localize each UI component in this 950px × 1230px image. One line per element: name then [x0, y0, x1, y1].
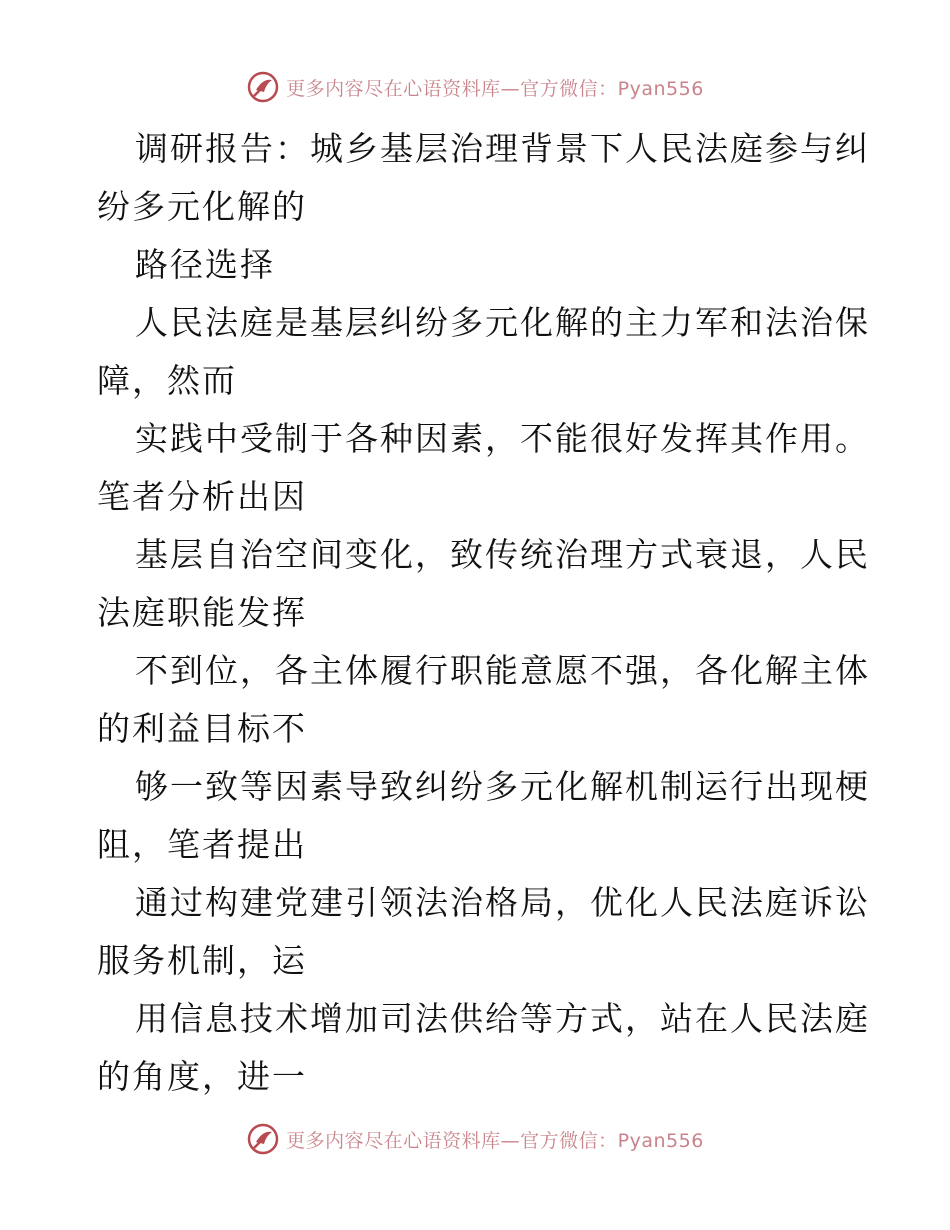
text-line: 服务机制，运: [97, 941, 307, 980]
watermark-text: 更多内容尽在心语资料库—官方微信：Pyan556: [286, 1129, 704, 1152]
text-line: 纷多元化解的: [97, 187, 307, 226]
text-line: 通过构建党建引领法治格局，优化人民法庭诉讼: [135, 883, 870, 922]
text-line: 笔者分析出因: [97, 477, 307, 516]
text-line: 不到位，各主体履行职能意愿不强，各化解主体: [135, 651, 870, 690]
text-line: 基层自治空间变化，致传统治理方式衰退，人民: [135, 535, 870, 574]
text-line: 障，然而: [97, 361, 237, 400]
watermark-text: 更多内容尽在心语资料库—官方微信：Pyan556: [286, 77, 704, 100]
text-line: 用信息技术增加司法供给等方式，站在人民法庭: [135, 999, 870, 1038]
document-text: [97, 120, 870, 1106]
logo-icon: [246, 70, 280, 104]
text-line: 路径选择: [135, 245, 275, 284]
document-body: [97, 120, 870, 1106]
text-line: 的角度，进一: [97, 1057, 307, 1096]
text-line: 阻，笔者提出: [97, 825, 307, 864]
text-line: 人民法庭是基层纠纷多元化解的主力军和法治保: [135, 303, 870, 342]
watermark-footer: [0, 1122, 950, 1156]
text-line: 实践中受制于各种因素，不能很好发挥其作用。: [135, 419, 870, 458]
text-line: 够一致等因素导致纠纷多元化解机制运行出现梗: [135, 767, 870, 806]
text-line: 调研报告：城乡基层治理背景下人民法庭参与纠: [135, 129, 870, 168]
text-line: 法庭职能发挥: [97, 593, 307, 632]
watermark-header: [0, 70, 950, 104]
logo-icon: [246, 1122, 280, 1156]
text-line: 的利益目标不: [97, 709, 307, 748]
